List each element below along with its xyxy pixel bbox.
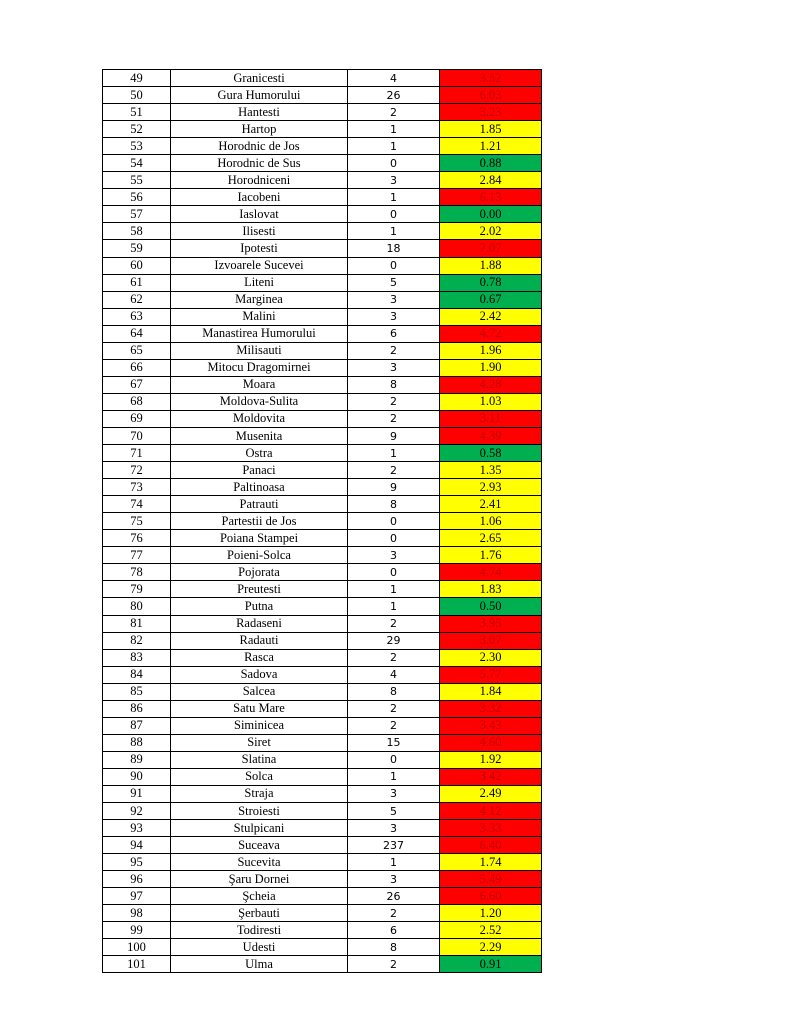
rate-cell: 3.07 [440, 632, 542, 649]
locality-name-cell: Poiana Stampei [171, 530, 348, 547]
case-count-cell: 8 [348, 939, 440, 956]
case-count-cell: 2 [348, 905, 440, 922]
rate-cell: 2.42 [440, 308, 542, 325]
table-row [103, 717, 542, 734]
table-row [103, 837, 542, 854]
case-count-cell: 2 [348, 104, 440, 121]
rate-cell: 5.77 [440, 666, 542, 683]
row-number-cell: 85 [103, 683, 171, 700]
locality-name-cell: Marginea [171, 291, 348, 308]
locality-name-cell: Partestii de Jos [171, 513, 348, 530]
case-count-cell: 3 [348, 359, 440, 376]
table-row [103, 189, 542, 206]
row-number-cell: 95 [103, 854, 171, 871]
table-row [103, 632, 542, 649]
rate-cell: 1.76 [440, 547, 542, 564]
rate-cell: 4.12 [440, 803, 542, 820]
locality-name-cell: Suceava [171, 837, 348, 854]
locality-name-cell: Iacobeni [171, 189, 348, 206]
case-count-cell: 2 [348, 649, 440, 666]
row-number-cell: 74 [103, 496, 171, 513]
locality-name-cell: Horodnic de Jos [171, 138, 348, 155]
case-count-cell: 237 [348, 837, 440, 854]
locality-name-cell: Ulma [171, 956, 348, 973]
row-number-cell: 72 [103, 462, 171, 479]
table-row [103, 291, 542, 308]
table-row [103, 820, 542, 837]
locality-name-cell: Satu Mare [171, 700, 348, 717]
rate-cell: 1.21 [440, 138, 542, 155]
rate-cell: 4.74 [440, 564, 542, 581]
table-row [103, 649, 542, 666]
rate-cell: 6.40 [440, 837, 542, 854]
rate-cell: 2.41 [440, 496, 542, 513]
locality-name-cell: Mitocu Dragomirnei [171, 359, 348, 376]
table-row [103, 615, 542, 632]
table-row [103, 564, 542, 581]
locality-name-cell: Poieni-Solca [171, 547, 348, 564]
table-row [103, 121, 542, 138]
row-number-cell: 76 [103, 530, 171, 547]
rate-cell: 6.03 [440, 87, 542, 104]
table-row [103, 547, 542, 564]
case-count-cell: 3 [348, 547, 440, 564]
case-count-cell: 29 [348, 632, 440, 649]
table-row [103, 598, 542, 615]
table-row [103, 70, 542, 87]
table-row [103, 922, 542, 939]
case-count-cell: 1 [348, 768, 440, 785]
rate-cell: 0.00 [440, 206, 542, 223]
rate-cell: 4.72 [440, 325, 542, 342]
rate-cell: 2.52 [440, 922, 542, 939]
case-count-cell: 1 [348, 121, 440, 138]
case-count-cell: 9 [348, 427, 440, 444]
table-row [103, 104, 542, 121]
case-count-cell: 1 [348, 445, 440, 462]
rate-cell: 0.91 [440, 956, 542, 973]
locality-name-cell: Salcea [171, 683, 348, 700]
row-number-cell: 59 [103, 240, 171, 257]
table-row [103, 342, 542, 359]
table-row [103, 785, 542, 802]
rate-cell: 6.60 [440, 888, 542, 905]
row-number-cell: 63 [103, 308, 171, 325]
case-count-cell: 3 [348, 820, 440, 837]
case-count-cell: 15 [348, 734, 440, 751]
case-count-cell: 3 [348, 291, 440, 308]
rate-cell: 3.33 [440, 820, 542, 837]
row-number-cell: 71 [103, 445, 171, 462]
rate-cell: 3.23 [440, 104, 542, 121]
case-count-cell: 1 [348, 581, 440, 598]
table-row [103, 376, 542, 393]
rate-cell: 2.49 [440, 785, 542, 802]
row-number-cell: 90 [103, 768, 171, 785]
locality-name-cell: Musenita [171, 427, 348, 444]
locality-name-cell: Liteni [171, 274, 348, 291]
row-number-cell: 55 [103, 172, 171, 189]
locality-name-cell: Izvoarele Sucevei [171, 257, 348, 274]
table-row [103, 513, 542, 530]
rate-cell: 2.93 [440, 479, 542, 496]
table-row [103, 666, 542, 683]
case-count-cell: 1 [348, 189, 440, 206]
row-number-cell: 73 [103, 479, 171, 496]
rate-cell: 0.58 [440, 445, 542, 462]
table-row [103, 325, 542, 342]
table-row [103, 751, 542, 768]
row-number-cell: 58 [103, 223, 171, 240]
case-count-cell: 2 [348, 717, 440, 734]
locality-name-cell: Radaseni [171, 615, 348, 632]
rate-cell: 1.20 [440, 905, 542, 922]
case-count-cell: 26 [348, 888, 440, 905]
locality-name-cell: Rasca [171, 649, 348, 666]
rate-cell: 2.29 [440, 939, 542, 956]
case-count-cell: 0 [348, 564, 440, 581]
rate-cell: 1.03 [440, 393, 542, 410]
rate-cell: 3.42 [440, 768, 542, 785]
rate-cell: 1.74 [440, 854, 542, 871]
row-number-cell: 98 [103, 905, 171, 922]
table-row [103, 427, 542, 444]
row-number-cell: 70 [103, 427, 171, 444]
case-count-cell: 0 [348, 257, 440, 274]
case-count-cell: 3 [348, 308, 440, 325]
rate-cell: 3.95 [440, 615, 542, 632]
row-number-cell: 64 [103, 325, 171, 342]
rate-cell: 3.11 [440, 410, 542, 427]
rate-cell: 4.39 [440, 427, 542, 444]
locality-name-cell: Şaru Dornei [171, 871, 348, 888]
rate-cell: 0.67 [440, 291, 542, 308]
row-number-cell: 97 [103, 888, 171, 905]
case-count-cell: 1 [348, 598, 440, 615]
row-number-cell: 65 [103, 342, 171, 359]
rate-cell: 1.96 [440, 342, 542, 359]
row-number-cell: 82 [103, 632, 171, 649]
case-count-cell: 4 [348, 70, 440, 87]
row-number-cell: 56 [103, 189, 171, 206]
locality-name-cell: Horodnic de Sus [171, 155, 348, 172]
table-row [103, 939, 542, 956]
table-row [103, 410, 542, 427]
locality-name-cell: Pojorata [171, 564, 348, 581]
table-row [103, 479, 542, 496]
row-number-cell: 94 [103, 837, 171, 854]
row-number-cell: 75 [103, 513, 171, 530]
table-row [103, 308, 542, 325]
row-number-cell: 68 [103, 393, 171, 410]
rate-cell: 2.84 [440, 172, 542, 189]
row-number-cell: 50 [103, 87, 171, 104]
case-count-cell: 8 [348, 683, 440, 700]
locality-name-cell: Ilisesti [171, 223, 348, 240]
locality-name-cell: Stroiesti [171, 803, 348, 820]
case-count-cell: 3 [348, 172, 440, 189]
rate-cell: 0.50 [440, 598, 542, 615]
table-row [103, 768, 542, 785]
rate-cell: 1.83 [440, 581, 542, 598]
table-row [103, 87, 542, 104]
table-row [103, 240, 542, 257]
rate-cell: 0.88 [440, 155, 542, 172]
row-number-cell: 79 [103, 581, 171, 598]
locality-name-cell: Hantesti [171, 104, 348, 121]
row-number-cell: 57 [103, 206, 171, 223]
case-count-cell: 1 [348, 223, 440, 240]
row-number-cell: 62 [103, 291, 171, 308]
table-row [103, 905, 542, 922]
case-count-cell: 5 [348, 274, 440, 291]
locality-name-cell: Sucevita [171, 854, 348, 871]
case-count-cell: 2 [348, 462, 440, 479]
rate-cell: 1.92 [440, 751, 542, 768]
locality-name-cell: Ipotesti [171, 240, 348, 257]
row-number-cell: 91 [103, 785, 171, 802]
case-count-cell: 4 [348, 666, 440, 683]
locality-name-cell: Şcheia [171, 888, 348, 905]
table-row [103, 734, 542, 751]
row-number-cell: 49 [103, 70, 171, 87]
locality-name-cell: Moara [171, 376, 348, 393]
row-number-cell: 84 [103, 666, 171, 683]
row-number-cell: 61 [103, 274, 171, 291]
table-row [103, 956, 542, 973]
locality-name-cell: Siminicea [171, 717, 348, 734]
locality-name-cell: Şerbauti [171, 905, 348, 922]
case-count-cell: 0 [348, 513, 440, 530]
rate-cell: 3.43 [440, 717, 542, 734]
table-row [103, 223, 542, 240]
table-row [103, 206, 542, 223]
locality-name-cell: Putna [171, 598, 348, 615]
case-count-cell: 6 [348, 325, 440, 342]
table-row [103, 138, 542, 155]
row-number-cell: 83 [103, 649, 171, 666]
locality-name-cell: Preutesti [171, 581, 348, 598]
table-row [103, 445, 542, 462]
locality-name-cell: Panaci [171, 462, 348, 479]
row-number-cell: 96 [103, 871, 171, 888]
rate-cell: 1.84 [440, 683, 542, 700]
row-number-cell: 52 [103, 121, 171, 138]
rate-cell: 2.65 [440, 530, 542, 547]
case-count-cell: 3 [348, 871, 440, 888]
case-count-cell: 0 [348, 751, 440, 768]
case-count-cell: 0 [348, 206, 440, 223]
row-number-cell: 69 [103, 410, 171, 427]
row-number-cell: 89 [103, 751, 171, 768]
row-number-cell: 67 [103, 376, 171, 393]
rate-cell: 2.02 [440, 223, 542, 240]
locality-name-cell: Malini [171, 308, 348, 325]
row-number-cell: 81 [103, 615, 171, 632]
table-row [103, 172, 542, 189]
locality-name-cell: Udesti [171, 939, 348, 956]
row-number-cell: 86 [103, 700, 171, 717]
locality-name-cell: Straja [171, 785, 348, 802]
locality-name-cell: Solca [171, 768, 348, 785]
table-row [103, 393, 542, 410]
row-number-cell: 80 [103, 598, 171, 615]
locality-name-cell: Todiresti [171, 922, 348, 939]
case-count-cell: 8 [348, 496, 440, 513]
row-number-cell: 92 [103, 803, 171, 820]
case-count-cell: 2 [348, 615, 440, 632]
rate-cell: 4.60 [440, 734, 542, 751]
case-count-cell: 2 [348, 342, 440, 359]
case-count-cell: 2 [348, 700, 440, 717]
table-row [103, 496, 542, 513]
table-row [103, 581, 542, 598]
case-count-cell: 18 [348, 240, 440, 257]
case-count-cell: 3 [348, 785, 440, 802]
row-number-cell: 60 [103, 257, 171, 274]
rate-cell: 2.30 [440, 649, 542, 666]
case-count-cell: 9 [348, 479, 440, 496]
locality-name-cell: Horodniceni [171, 172, 348, 189]
table-row [103, 359, 542, 376]
table-row [103, 257, 542, 274]
rate-cell: 1.90 [440, 359, 542, 376]
row-number-cell: 77 [103, 547, 171, 564]
locality-name-cell: Patrauti [171, 496, 348, 513]
locality-name-cell: Manastirea Humorului [171, 325, 348, 342]
rate-cell: 3.52 [440, 70, 542, 87]
locality-name-cell: Moldovita [171, 410, 348, 427]
rate-cell: 6.13 [440, 189, 542, 206]
locality-name-cell: Slatina [171, 751, 348, 768]
row-number-cell: 101 [103, 956, 171, 973]
table-row [103, 700, 542, 717]
table-row [103, 888, 542, 905]
rate-cell: 1.85 [440, 121, 542, 138]
table-row [103, 155, 542, 172]
locality-name-cell: Moldova-Sulita [171, 393, 348, 410]
rate-cell: 7.07 [440, 240, 542, 257]
row-number-cell: 54 [103, 155, 171, 172]
table-row [103, 462, 542, 479]
row-number-cell: 66 [103, 359, 171, 376]
table-row [103, 274, 542, 291]
case-count-cell: 6 [348, 922, 440, 939]
locality-name-cell: Hartop [171, 121, 348, 138]
rate-cell: 0.78 [440, 274, 542, 291]
row-number-cell: 87 [103, 717, 171, 734]
table-row [103, 683, 542, 700]
locality-name-cell: Iaslovat [171, 206, 348, 223]
row-number-cell: 93 [103, 820, 171, 837]
table-row [103, 871, 542, 888]
locality-name-cell: Paltinoasa [171, 479, 348, 496]
locality-name-cell: Ostra [171, 445, 348, 462]
case-count-cell: 5 [348, 803, 440, 820]
locality-table [102, 69, 542, 973]
locality-name-cell: Siret [171, 734, 348, 751]
rate-cell: 3.32 [440, 700, 542, 717]
case-count-cell: 2 [348, 956, 440, 973]
row-number-cell: 99 [103, 922, 171, 939]
row-number-cell: 88 [103, 734, 171, 751]
locality-name-cell: Radauti [171, 632, 348, 649]
case-count-cell: 26 [348, 87, 440, 104]
rate-cell: 5.49 [440, 871, 542, 888]
row-number-cell: 100 [103, 939, 171, 956]
case-count-cell: 1 [348, 854, 440, 871]
case-count-cell: 0 [348, 530, 440, 547]
case-count-cell: 2 [348, 393, 440, 410]
table-row [103, 803, 542, 820]
case-count-cell: 8 [348, 376, 440, 393]
case-count-cell: 2 [348, 410, 440, 427]
rate-cell: 4.28 [440, 376, 542, 393]
row-number-cell: 78 [103, 564, 171, 581]
rate-cell: 1.35 [440, 462, 542, 479]
table-row [103, 854, 542, 871]
row-number-cell: 51 [103, 104, 171, 121]
locality-name-cell: Sadova [171, 666, 348, 683]
locality-name-cell: Milisauti [171, 342, 348, 359]
locality-name-cell: Stulpicani [171, 820, 348, 837]
table-row [103, 530, 542, 547]
locality-table-body [103, 70, 542, 973]
rate-cell: 1.88 [440, 257, 542, 274]
case-count-cell: 1 [348, 138, 440, 155]
locality-name-cell: Gura Humorului [171, 87, 348, 104]
rate-cell: 1.06 [440, 513, 542, 530]
row-number-cell: 53 [103, 138, 171, 155]
locality-name-cell: Granicesti [171, 70, 348, 87]
case-count-cell: 0 [348, 155, 440, 172]
